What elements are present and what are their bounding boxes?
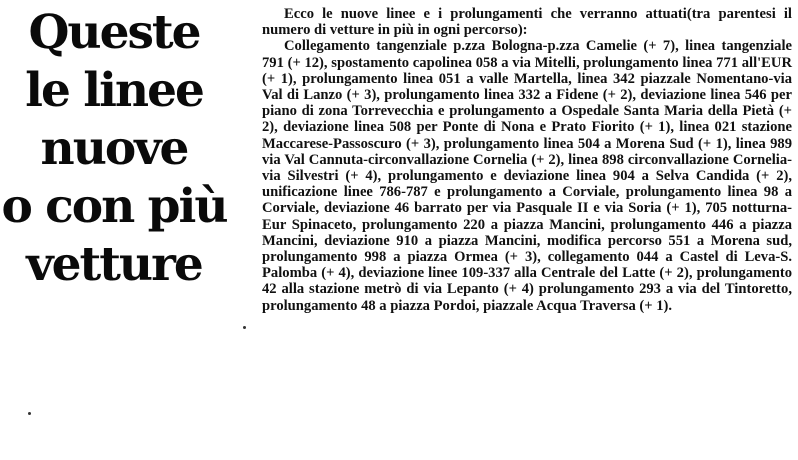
headline-line: vetture <box>26 237 202 292</box>
article-intro: Ecco le nuove linee e i prolungamenti che verranno attuati(tra parentesi il numero di vetture in più in ogni percorso): <box>262 6 792 39</box>
headline-line: nuove <box>40 121 188 176</box>
print-speck <box>243 326 246 329</box>
print-speck <box>28 412 31 415</box>
headline-line: o con più <box>1 179 227 234</box>
headline-line: Queste <box>28 5 200 60</box>
headline <box>0 4 228 294</box>
article-body: Collegamento tangenziale p.zza Bologna-p.zza Camelie (+ 7), linea tangenziale 791 (+ 12), spostamento capolinea 058 a via Mitelli, prolungamento linea 771 all'EUR (+ 1), prolungamento linea 051 a valle Martella, linea 342 piazzale Nomentano-via Val di Lanzo (+ 3), prolungamento linea 332 a Fidene (+ 2), deviazione linea 546 per piano di zona Torrevecchia e prolungamento a Ospedale Santa Maria della Pietà (+ 2), deviazione linea 508 per Ponte di Nona e Prato Fiorito (+ 1), linea 021 stazione Maccarese-Passoscuro (+ 3), prolungamento linea 504 a Morena Sud (+ 1), linea 989 via Val Cannuta-circonvallazione Cornelia (+ 2), linea 898 circonvallazione Cornelia-via Silvestri (+ 4), prolungamento e deviazione linea 904 a Selva Candida (+ 2), unificazione linee 786-787 e prolungamento a Corviale, prolungamento linea 98 a Corviale, deviazione 46 barrato per via Pasquale II e via Soria (+ 1), 705 notturna-Eur Spinaceto, prolungamento 220 a piazza Mancini, prolungamento 446 a piazza Mancini, deviazione 910 a piazza Mancini, modifica percorso 551 a Morena sud, prolungamento 998 a piazza Ormea (+ 3), collegamento 044 a Castel di Leva-S. Palomba (+ 4), deviazione linee 109-337 alla Centrale del Latte (+ 2), prolungamento 42 alla stazione metrò di via Lepanto (+ 4) prolungamento 293 a via del Tintoretto, prolungamento 48 a piazza Pordoi, piazzale Acqua Traversa (+ 1). <box>262 38 792 314</box>
headline-line: le linee <box>25 63 203 118</box>
article-text <box>262 6 792 314</box>
